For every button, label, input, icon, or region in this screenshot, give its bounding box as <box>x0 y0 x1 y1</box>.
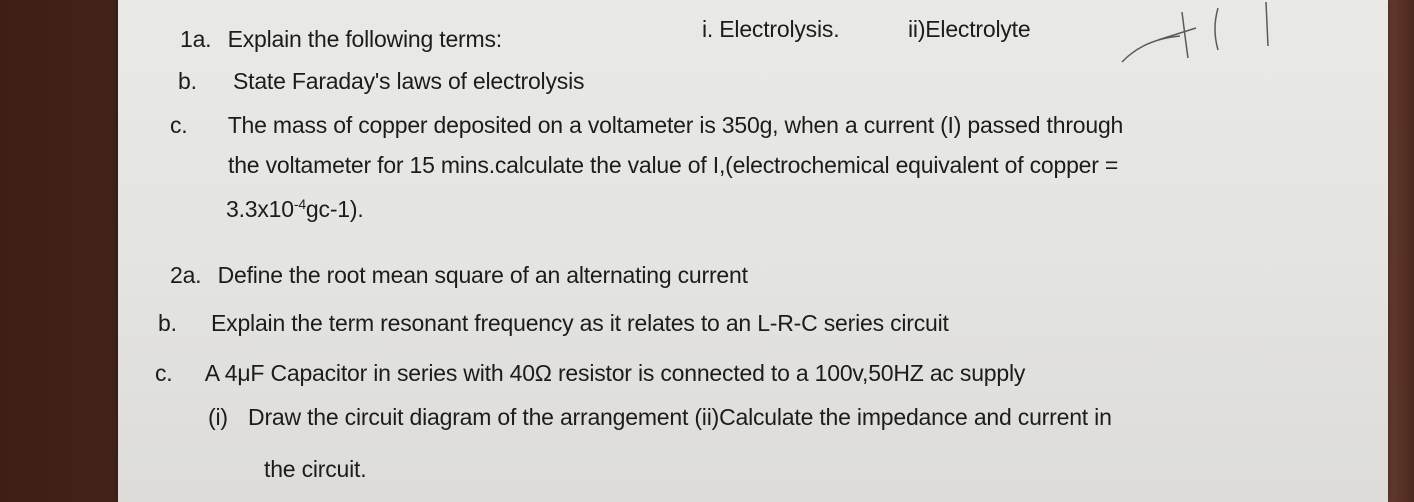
q2c-text-2: Draw the circuit diagram of the arrangement (ii)Calculate the impedance and current in <box>248 404 1112 430</box>
pen-scribble <box>1118 0 1288 70</box>
q2c-number: c. <box>155 360 173 386</box>
q2c-text: A 4μF Capacitor in series with 40Ω resistor is connected to a 100v,50HZ ac supply <box>204 360 1026 386</box>
q2a-number: 2a. <box>170 262 202 288</box>
q1c-text-1: The mass of copper deposited on a voltameter is 350g, when a current (I) passed through <box>227 112 1124 138</box>
q1a-term-1: i. Electrolysis. <box>702 16 840 42</box>
q1b-number: b. <box>178 68 197 94</box>
q2b-number: b. <box>158 310 177 336</box>
q1c-value-exponent: -4 <box>293 196 306 212</box>
q1a-line <box>180 26 502 53</box>
q1c-value-base: 3.3x10 <box>226 196 294 222</box>
q2b-text: Explain the term resonant frequency as it relates to an L-R-C series circuit <box>211 310 949 336</box>
q2a-text: Define the root mean square of an alternating current <box>217 262 748 288</box>
q2b-line <box>158 310 949 337</box>
q2c-line-1 <box>155 360 1025 387</box>
q2c-line-2 <box>208 404 1112 431</box>
q1a-number: 1a. <box>180 26 212 52</box>
q1c-value-unit: gc-1). <box>305 196 364 222</box>
q2a-line <box>170 262 748 289</box>
q1a-term-2: ii)Electrolyte <box>908 16 1031 42</box>
q1c-number: c. <box>170 112 188 138</box>
q1c-line-1 <box>170 112 1123 139</box>
q1c-line-3 <box>226 196 364 223</box>
q1c-text-2: the voltameter for 15 mins.calculate the value of I,(electrochemical equivalent of copper = <box>228 152 1119 178</box>
q1b-line <box>178 68 584 95</box>
q1a-text: Explain the following terms: <box>227 26 502 52</box>
q2c-text-3: the circuit. <box>264 456 367 482</box>
q1b-text: State Faraday's laws of electrolysis <box>233 68 585 94</box>
table-edge-right <box>1384 0 1414 502</box>
q2c-sub-i: (i) <box>208 404 228 430</box>
